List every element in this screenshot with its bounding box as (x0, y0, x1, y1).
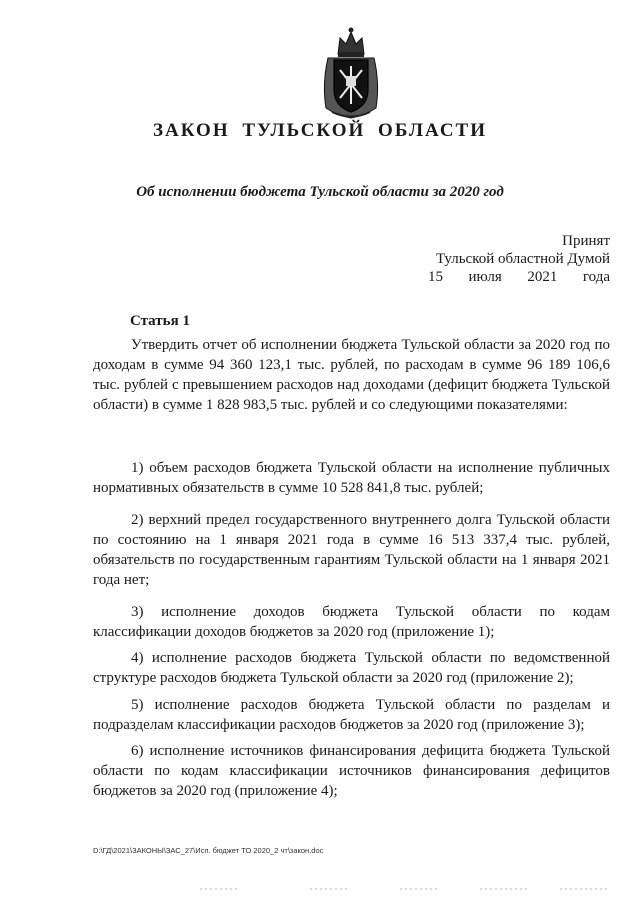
paragraph-text: 2) верхний предел государственного внутреннего долга Тульской области по состоянию на 1 января 2021 года в сумме 16 513 337,4 тыс. рублей, обязательств по государственным гарантиям Тульской области на 1 января 2021 года нет; (93, 512, 610, 588)
paragraph-text: 3) исполнение доходов бюджета Тульской области по кодам классификации доходов бюджетов за 2020 год (приложение 1); (93, 604, 610, 640)
article-heading: Статья 1 (130, 313, 190, 329)
paragraph-text: 1) объем расходов бюджета Тульской области на исполнение публичных нормативных обязательств в сумме 10 528 841,8 тыс. рублей; (93, 460, 610, 496)
scan-artifacts (200, 886, 620, 892)
article-paragraph (93, 695, 610, 735)
adoption-month: июля (468, 269, 502, 285)
article-paragraph (93, 602, 610, 642)
law-subtitle: Об исполнении бюджета Тульской области за 2020 год (136, 184, 504, 200)
adoption-day: 15 (428, 269, 443, 285)
article-paragraph (93, 648, 610, 688)
paragraph-text: 5) исполнение расходов бюджета Тульской области по разделам и подразделам классификации расходов бюджетов за 2020 год (приложение 3); (93, 697, 610, 733)
adoption-year: 2021 (527, 269, 558, 285)
adopting-body: Тульской областной Думой (435, 251, 610, 267)
adoption-block (428, 232, 610, 286)
article-paragraph (93, 335, 610, 415)
paragraph-text: Утвердить отчет об исполнении бюджета Тульской области за 2020 год по доходам в сумме 94 360 123,1 тыс. рублей, по расходам в сумме 96 189 106,6 тыс. рублей с превышением расходов над доходами (дефицит бюджета Тульской области) в сумме 1 828 983,5 тыс. рублей и со следующими показателями: (93, 337, 610, 413)
adopted-label: Принят (562, 233, 610, 249)
article-paragraph (93, 741, 610, 801)
adoption-date (428, 268, 610, 286)
tula-coat-of-arms-icon (318, 24, 384, 122)
adoption-year-word: года (582, 269, 610, 285)
article-paragraph (93, 458, 610, 498)
paragraph-text: 4) исполнение расходов бюджета Тульской области по ведомственной структуре расходов бюджета Тульской области за 2020 год (приложение 2); (93, 650, 610, 686)
article-paragraph (93, 510, 610, 590)
law-title: ЗАКОН ТУЛЬСКОЙ ОБЛАСТИ (152, 120, 488, 141)
footer-file-path: D:\ГД\2021\ЗАКОНЫ\ЗАС_27\Исп. бюджет ТО 2020_2 чт\закон.doc (93, 846, 324, 855)
paragraph-text: 6) исполнение источников финансирования дефицита бюджета Тульской области по кодам классификации источников финансирования дефицитов бюджетов за 2020 год (приложение 4); (93, 743, 610, 799)
